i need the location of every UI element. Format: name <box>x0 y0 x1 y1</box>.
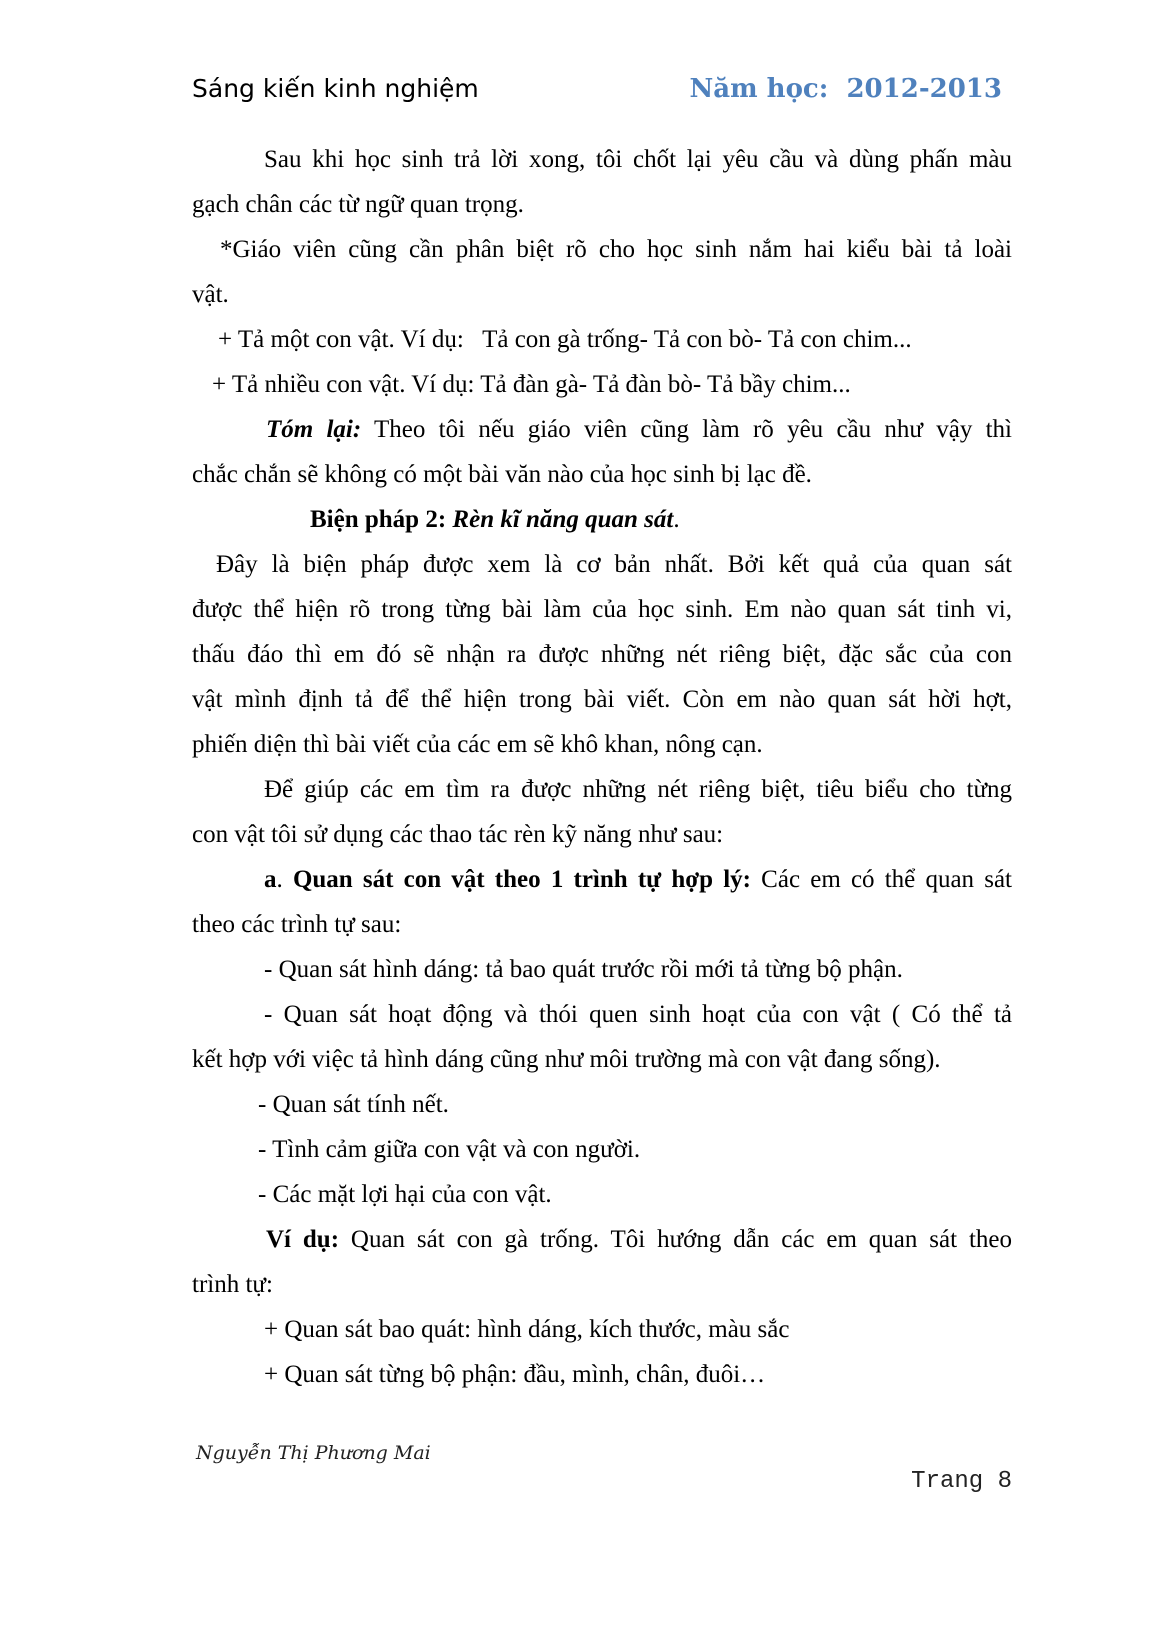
list-item: + Quan sát từng bộ phận: đầu, mình, chân, đuôi… <box>264 1361 766 1388</box>
subsection-letter: a <box>264 866 277 893</box>
paragraph-line: vật mình định tả để thể hiện trong bài viết. Còn em nào quan sát hời hợt, <box>192 686 1012 713</box>
subsection-title: Quan sát con vật theo 1 trình tự hợp lý: <box>292 866 751 893</box>
year-value: 2012-2013 <box>846 74 1002 104</box>
list-item: - Quan sát tính nết. <box>258 1091 449 1118</box>
summary-text: Theo tôi nếu giáo viên cũng làm rõ yêu cầu như vậy thì <box>361 416 1012 443</box>
example-text: Quan sát con gà trống. Tôi hướng dẫn các em quan sát theo <box>339 1226 1012 1253</box>
paragraph-line: Sau khi học sinh trả lời xong, tôi chốt lại yêu cầu và dùng phấn màu <box>264 146 1012 173</box>
section-heading <box>192 497 1130 542</box>
summary-label: Tóm lại: <box>266 416 362 443</box>
section-heading-end: . <box>673 506 680 533</box>
list-item: + Quan sát bao quát: hình dáng, kích thước, màu sắc <box>264 1316 790 1343</box>
subsection-dot: . <box>276 866 293 893</box>
paragraph-line: con vật tôi sử dụng các thao tác rèn kỹ năng như sau: <box>192 821 724 848</box>
list-item: + Tả một con vật. Ví dụ: Tả con gà trống- Tả con bò- Tả con chim... <box>218 326 912 353</box>
section-heading-title: Rèn kĩ năng quan sát <box>452 506 674 533</box>
list-item: - Tình cảm giữa con vật và con người. <box>258 1136 641 1163</box>
subsection-line <box>192 857 1012 902</box>
example-label: Ví dụ: <box>266 1226 340 1253</box>
paragraph-line: vật. <box>192 281 229 308</box>
year-label: Năm học: <box>689 74 829 104</box>
header-school-year <box>690 74 1003 104</box>
author-signature: Nguyễn Thị Phương Mai <box>196 1442 431 1464</box>
paragraph-line: trình tự: <box>192 1271 273 1298</box>
example-line <box>192 1217 1012 1262</box>
paragraph-line: phiến diện thì bài viết của các em sẽ khô khan, nông cạn. <box>192 731 763 758</box>
list-item: + Tả nhiều con vật. Ví dụ: Tả đàn gà- Tả đàn bò- Tả bầy chim... <box>212 371 851 398</box>
list-item: - Quan sát hoạt động và thói quen sinh hoạt của con vật ( Có thể tả <box>264 1001 1012 1028</box>
paragraph-line: Để giúp các em tìm ra được những nét riêng biệt, tiêu biểu cho từng <box>264 776 1012 803</box>
subsection-text: Các em có thể quan sát <box>750 866 1013 893</box>
paragraph-line: thấu đáo thì em đó sẽ nhận ra được những nét riêng biệt, đặc sắc của con <box>192 641 1012 668</box>
paragraph-line: được thể hiện rõ trong từng bài làm của học sinh. Em nào quan sát tinh vi, <box>192 596 1012 623</box>
paragraph-line: Đây là biện pháp được xem là cơ bản nhất. Bởi kết quả của quan sát <box>216 551 1012 578</box>
page-number: Trang 8 <box>911 1468 1012 1495</box>
paragraph-line: theo các trình tự sau: <box>192 911 402 938</box>
section-heading-label: Biện pháp 2: <box>310 506 453 533</box>
summary-line <box>192 407 1012 452</box>
header-title: Sáng kiến kinh nghiệm <box>192 74 479 103</box>
paragraph-line: kết hợp với việc tả hình dáng cũng như môi trường mà con vật đang sống). <box>192 1046 941 1073</box>
paragraph-line: *Giáo viên cũng cần phân biệt rõ cho học sinh nắm hai kiểu bài tả loài <box>220 236 1012 263</box>
paragraph-line: gạch chân các từ ngữ quan trọng. <box>192 191 524 218</box>
paragraph-line: chắc chắn sẽ không có một bài văn nào của học sinh bị lạc đề. <box>192 461 812 488</box>
list-item: - Các mặt lợi hại của con vật. <box>258 1181 552 1208</box>
list-item: - Quan sát hình dáng: tả bao quát trước rồi mới tả từng bộ phận. <box>264 956 903 983</box>
